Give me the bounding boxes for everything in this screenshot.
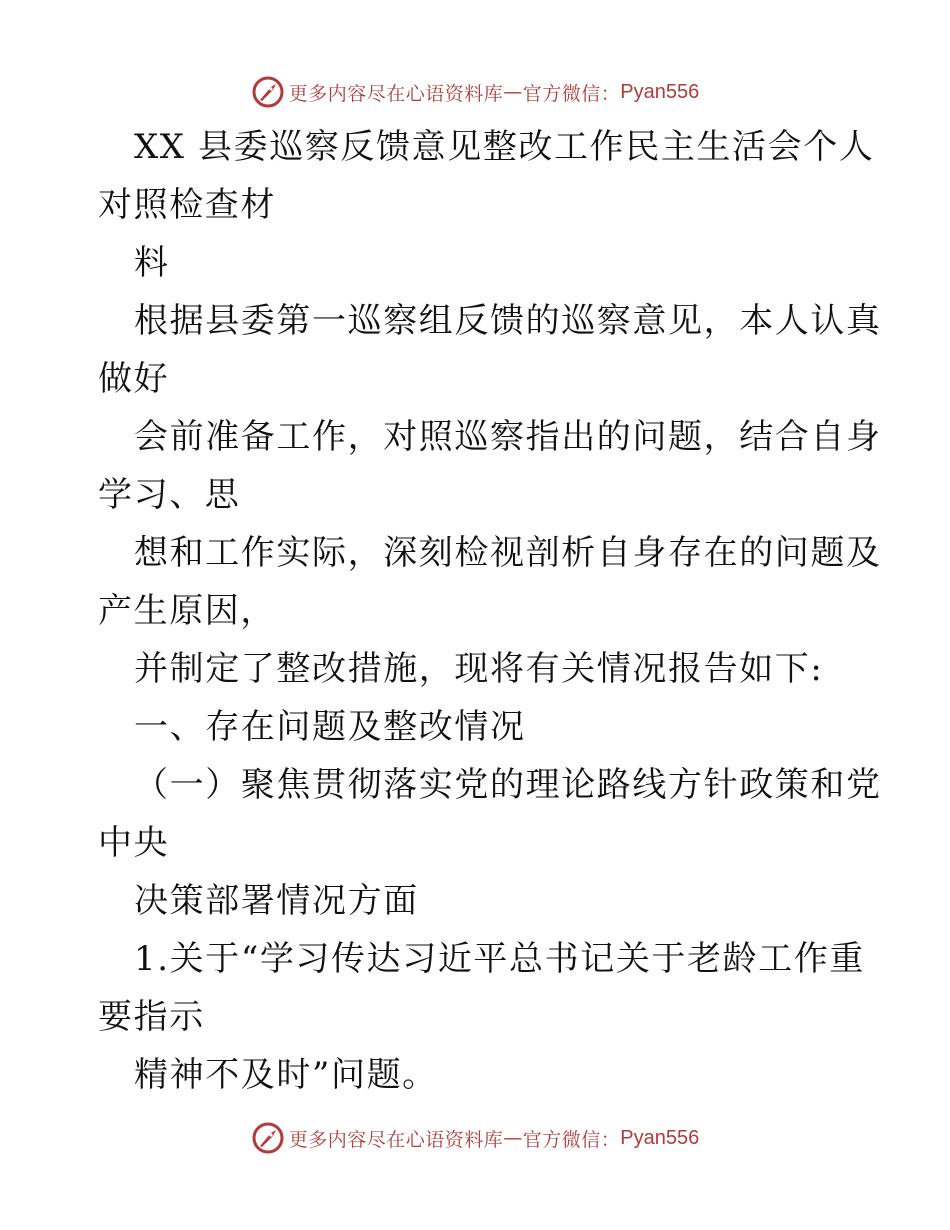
subsection-heading-line-1: （一）聚焦贯彻落实党的理论路线方针政策和党 bbox=[134, 765, 882, 805]
watermark-dash: — bbox=[503, 1127, 523, 1149]
paragraph-line: 做好 bbox=[98, 359, 170, 399]
title-line-3: 料 bbox=[134, 243, 170, 283]
item-heading-line-1: 1.关于“学习传达习近平总书记关于老龄工作重 bbox=[134, 939, 866, 979]
watermark-dash: — bbox=[503, 81, 523, 103]
watermark-text: 更多内容尽在心语资料库 bbox=[288, 1128, 504, 1151]
watermark-header bbox=[0, 72, 950, 112]
paragraph-line: 根据县委第一巡察组反馈的巡察意见，本人认真 bbox=[134, 301, 882, 341]
paragraph-line: 产生原因， bbox=[98, 591, 276, 631]
watermark-id: Pyan556 bbox=[620, 80, 700, 103]
watermark-label: 官方微信： bbox=[522, 1128, 621, 1151]
pen-nib-logo-icon bbox=[251, 75, 285, 109]
watermark-text: 更多内容尽在心语资料库 bbox=[288, 82, 504, 105]
pen-nib-logo-icon bbox=[251, 1121, 285, 1155]
subsection-heading-line-2: 中央 bbox=[98, 823, 170, 863]
title-line-1: XX 县委巡察反馈意见整改工作民主生活会个人 bbox=[134, 127, 875, 167]
paragraph-line: 想和工作实际，深刻检视剖析自身存在的问题及 bbox=[134, 533, 882, 573]
paragraph-line: 学习、思 bbox=[98, 475, 241, 515]
section-heading: 一、存在问题及整改情况 bbox=[134, 707, 526, 747]
paragraph-line: 会前准备工作，对照巡察指出的问题，结合自身 bbox=[134, 417, 882, 457]
watermark-id: Pyan556 bbox=[620, 1126, 700, 1149]
item-heading-line-3: 精神不及时”问题。 bbox=[134, 1055, 438, 1095]
title-line-2: 对照检查材 bbox=[98, 185, 276, 225]
watermark-label: 官方微信： bbox=[522, 82, 621, 105]
subsection-heading-line-3: 决策部署情况方面 bbox=[134, 881, 419, 921]
watermark-footer bbox=[0, 1118, 950, 1158]
item-heading-line-2: 要指示 bbox=[98, 997, 205, 1037]
document-body bbox=[98, 118, 882, 1104]
paragraph-line: 并制定了整改措施，现将有关情况报告如下: bbox=[134, 649, 824, 689]
